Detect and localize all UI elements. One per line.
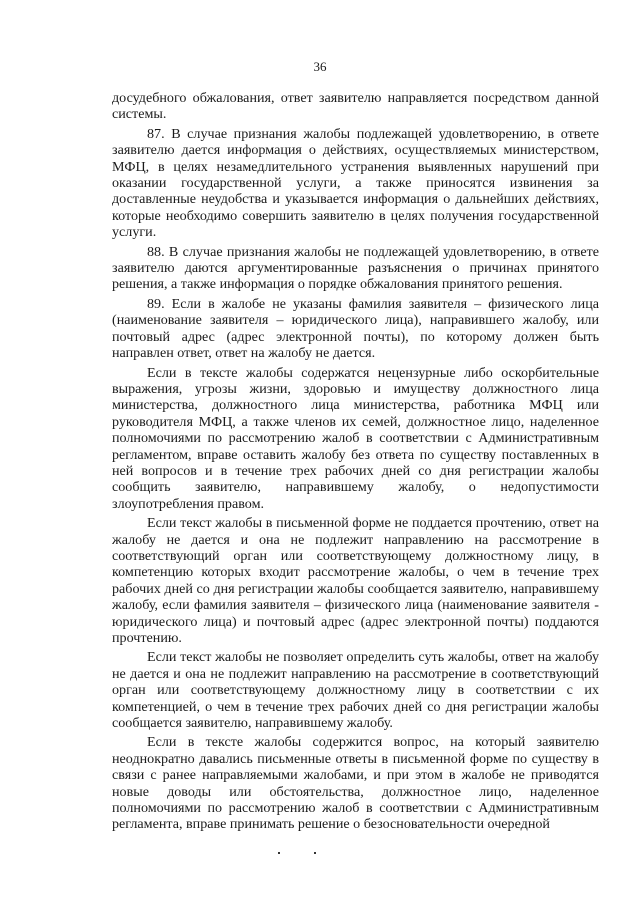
scan-marks	[270, 852, 330, 858]
scan-dot	[278, 852, 280, 854]
paragraph-repeated-question: Если в тексте жалобы содержится вопрос, на который заявителю неоднократно давались письменные ответы в письменной форме по существу в связи с ранее направляемыми жалобами, и при этом в жалобе не приводятся новые доводы или обстоятельства, должностное лицо, наделенное полномочиями по рассмотрению жалоб в соответствии с Административным регламента, вправе принимать решение о безосновательности очередной	[112, 734, 599, 833]
body-text	[112, 90, 599, 836]
paragraph-undefined-essence: Если текст жалобы не позволяет определить суть жалобы, ответ на жалобу не дается и она не подлежит направлению на рассмотрение в соответствующий орган или соответствующему должностному лицу в соответствии с их компетенцией, о чем в течение трех рабочих дней со дня регистрации жалобы сообщается заявителю, направившему жалобу.	[112, 649, 599, 732]
scan-dot	[314, 852, 316, 854]
paragraph-89: 89. Если в жалобе не указаны фамилия заявителя – физического лица (наименование заявителя – юридического лица), направившего жалобу, или почтовый адрес (адрес электронной почты), по которому должен быть направлен ответ, ответ на жалобу не дается.	[112, 295, 599, 362]
paragraph-offensive-content: Если в тексте жалобы содержатся нецензурные либо оскорбительные выражения, угрозы жизни, здоровью и имуществу должностного лица министерства, должностного лица министерства, работника МФЦ или руководителя МФЦ, а также членов их семей, должностное лицо, наделенное полномочиями по рассмотрению жалоб в соответствии с Административным регламентом, вправе оставить жалобу без ответа по существу поставленных в ней вопросов и в течение трех рабочих дней со дня регистрации жалобы сообщить заявителю, направившему жалобу, о недопустимости злоупотребления правом.	[112, 364, 599, 512]
paragraph-continuation: досудебного обжалования, ответ заявителю направляется посредством данной системы.	[112, 90, 599, 123]
paragraph-88: 88. В случае признания жалобы не подлежащей удовлетворению, в ответе заявителю даются аргументированные разъяснения о причинах принятого решения, а также информация о порядке обжалования принятого решения.	[112, 243, 599, 293]
paragraph-unreadable-text: Если текст жалобы в письменной форме не поддается прочтению, ответ на жалобу не дается и она не подлежит направлению на рассмотрение в соответствующий орган или соответствующему должностному лицу, в компетенцию которых входит рассмотрение жалобы, о чем в течение трех рабочих дней со дня регистрации жалобы сообщается заявителю, направившему жалобу, если фамилия заявителя – физического лица (наименование заявителя - юридического лица) и почтовый адрес (адрес электронной почты) поддаются прочтению.	[112, 515, 599, 646]
page-number: 36	[313, 59, 327, 74]
paragraph-87: 87. В случае признания жалобы подлежащей удовлетворению, в ответе заявителю дается информация о действиях, осуществляемых министерством, МФЦ, в целях незамедлительного устранения выявленных нарушений при оказании государственной услуги, а также приносятся извинения за доставленные неудобства и указывается информация о дальнейших действиях, которые необходимо совершить заявителю в целях получения государственной услуги.	[112, 125, 599, 241]
